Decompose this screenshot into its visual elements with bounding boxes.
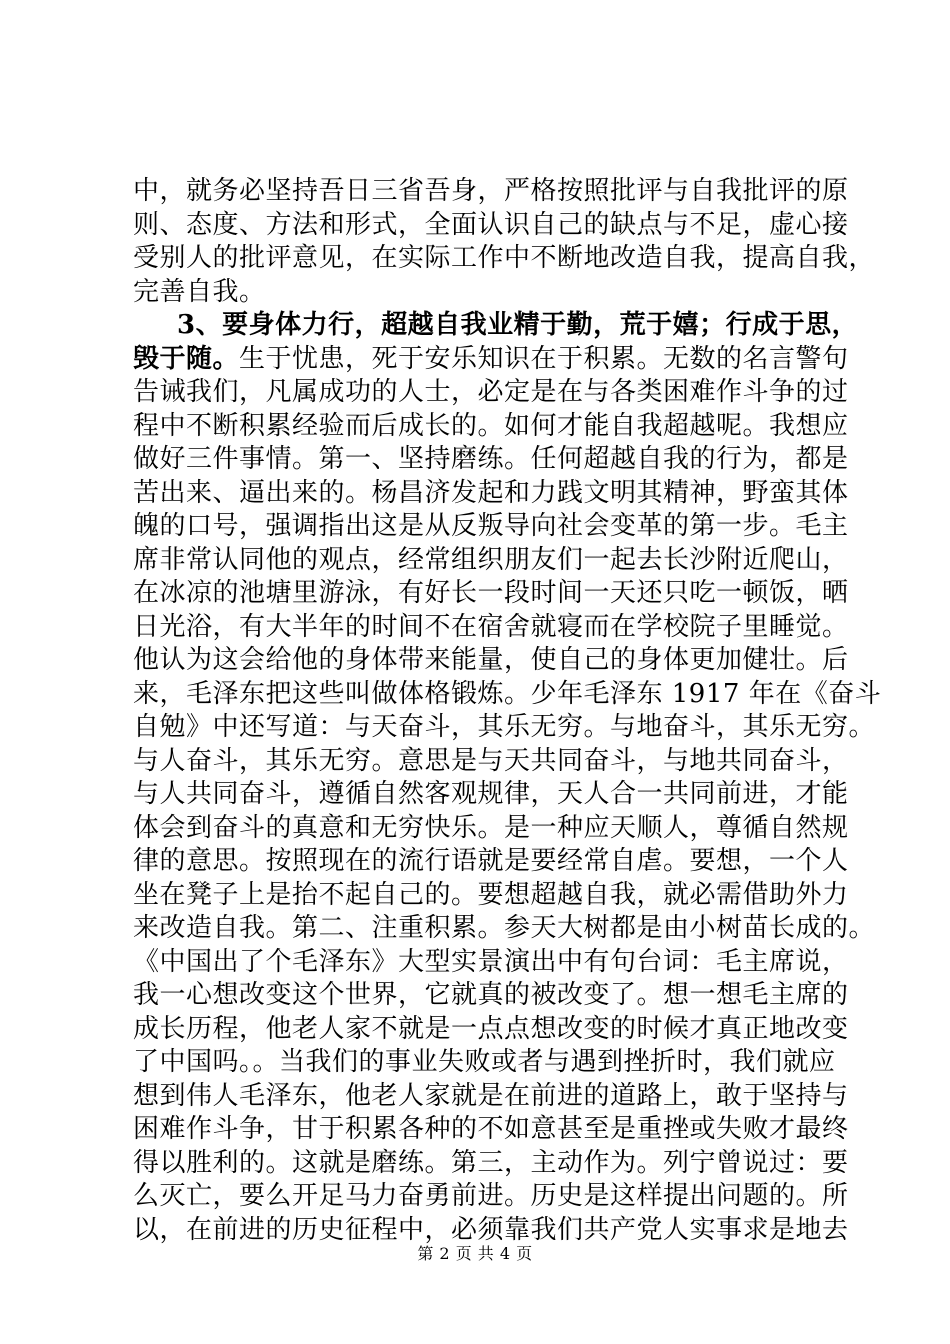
text-line (133, 209, 849, 243)
text-segment: 告诫我们，凡属成功的人士，必定是在与各类困难作斗争的过 (133, 377, 849, 407)
text-segment: 了中国吗。。当我们的事业失败或者与遇到挫折时，我们就应 (133, 1047, 836, 1077)
text-line (133, 410, 849, 444)
bold-text-segment: 3、要身体力行，超越自我业精于勤，荒于嬉；行成于思， (177, 310, 859, 340)
text-line (133, 644, 849, 678)
text-line (133, 1013, 849, 1047)
text-line (133, 1180, 849, 1214)
text-segment: 与人共同奋斗，遵循自然客观规律，天人合一共同前进，才能 (133, 779, 849, 809)
text-line (133, 812, 849, 846)
text-segment: 《中国出了个毛泽东》大型实景演出中有句台词：毛主席说， (133, 946, 849, 977)
text-segment: 中，就务必坚持吾日三省吾身，严格按照批评与自我批评的原 (133, 176, 849, 206)
text-line (133, 711, 876, 745)
text-segment: 自勉》中还写道：与天奋斗，其乐无穷。与地奋斗，其乐无穷。 (133, 712, 876, 742)
text-line (133, 1147, 849, 1181)
text-line (133, 1080, 849, 1114)
text-segment: 程中不断积累经验而后成长的。如何才能自我超越呢。我想应 (133, 410, 849, 441)
text-line (133, 343, 849, 377)
text-line (133, 443, 849, 477)
text-line (133, 1214, 849, 1248)
text-line (133, 544, 849, 578)
text-segment: 得以胜利的。这就是磨练。第三，主动作为。列宁曾说过：要 (133, 1147, 849, 1178)
text-segment: 完善自我。 (133, 276, 266, 307)
text-segment: 我一心想改变这个世界，它就真的被改变了。想一想毛主席的 (133, 980, 849, 1010)
text-line (133, 678, 882, 712)
text-line (133, 979, 849, 1013)
text-line (133, 745, 849, 779)
text-segment: 困难作斗争，甘于积累各种的不如意甚至是重挫或失败才最终 (133, 1114, 849, 1144)
text-segment: 来改造自我。第二、注重积累。参天大树都是由小树苗长成的。 (133, 913, 876, 943)
text-segment: 则、态度、方法和形式，全面认识自己的缺点与不足，虚心接 (133, 209, 849, 240)
text-segment: 魄的口号，强调指出这是从反叛导向社会变革的第一步。毛主 (133, 511, 849, 541)
text-line (133, 1046, 836, 1080)
text-segment: 律的意思。按照现在的流行语就是要经常自虐。要想，一个人 (133, 846, 849, 876)
text-segment: 与人奋斗，其乐无穷。意思是与天共同奋斗，与地共同奋斗， (133, 745, 849, 776)
document-body (133, 175, 882, 1247)
text-segment: 做好三件事情。第一、坚持磨练。任何超越自我的行为，都是 (133, 444, 849, 474)
text-segment: 日光浴，有大半年的时间不在宿舍就寝而在学校院子里睡觉。 (133, 611, 849, 642)
text-line (133, 510, 849, 544)
text-segment: 想到伟人毛泽东，他老人家就是在前进的道路上，敢于坚持与 (133, 1080, 849, 1111)
text-line (133, 376, 849, 410)
text-segment: 受别人的批评意见，在实际工作中不断地改造自我，提高自我， (133, 243, 876, 273)
text-segment: 成长历程，他老人家不就是一点点想改变的时候才真正地改变 (133, 1013, 849, 1044)
text-line (133, 309, 859, 343)
text-line (133, 175, 849, 209)
text-segment: 体会到奋斗的真意和无穷快乐。是一种应天顺人，尊循自然规 (133, 812, 849, 843)
text-segment: 苦出来、逼出来的。杨昌济发起和力践文明其精神，野蛮其体 (133, 477, 849, 508)
text-segment: 坐在凳子上是抬不起自己的。要想超越自我，就必需借助外力 (133, 879, 849, 910)
text-segment: 以，在前进的历史征程中，必须靠我们共产党人实事求是地去 (133, 1214, 849, 1245)
text-segment: 他认为这会给他的身体带来能量，使自己的身体更加健壮。后 (133, 645, 849, 675)
bold-text-segment: 毁于随。 (133, 343, 240, 374)
text-line (133, 1113, 849, 1147)
text-line (133, 879, 849, 913)
text-line (133, 611, 849, 645)
text-segment: 来，毛泽东把这些叫做体格锻炼。少年毛泽东 1917 年在《奋斗 (133, 678, 882, 709)
text-segment: 生于忧患，死于安乐知识在于积累。无数的名言警句 (239, 343, 849, 374)
text-line (133, 477, 849, 511)
text-segment: 席非常认同他的观点，经常组织朋友们一起去长沙附近爬山， (133, 544, 849, 575)
text-line (133, 778, 849, 812)
text-line (133, 276, 833, 310)
text-line (133, 912, 876, 946)
text-line (133, 242, 876, 276)
text-line (133, 845, 849, 879)
text-line (133, 577, 849, 611)
text-segment: 么灭亡，要么开足马力奋勇前进。历史是这样提出问题的。所 (133, 1181, 849, 1211)
text-line (133, 946, 849, 980)
text-segment: 在冰凉的池塘里游泳，有好长一段时间一天还只吃一顿饭，晒 (133, 578, 849, 608)
page-footer: 第 2 页 共 4 页 (417, 1244, 533, 1263)
